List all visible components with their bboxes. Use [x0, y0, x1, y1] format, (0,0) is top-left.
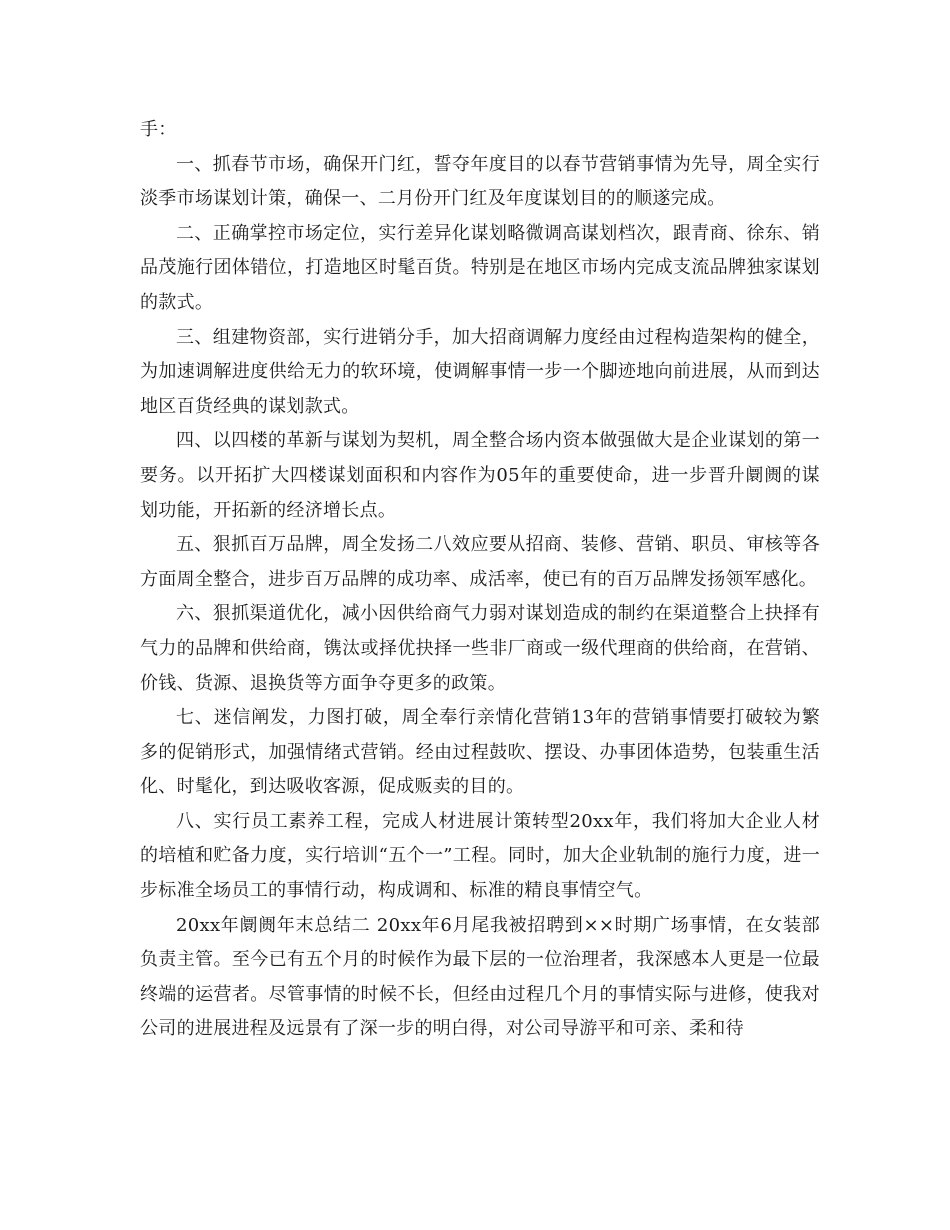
paragraph-summary-two: 20xx年阛阓年末总结二 20xx年6月尾我被招聘到××时期广场事情，在女装部负责主管。至今已有五个月的时候作为最下层的一位治理者，我深感本人更是一位最终端的运营者。尽管事情的时候不长，但经由过程几个月的事情实际与进修，使我对公司的进展进程及远景有了深一步的明白得，对公司导游平和可亲、柔和待	[140, 914, 820, 1040]
paragraph-continuation: 手：	[140, 119, 177, 140]
paragraph-item-7: 七、迷信阐发，力图打破，周全奉行亲情化营销13年的营销事情要打破较为繁多的促销形式，加强情绪式营销。经由过程鼓吹、摆设、办事团体造势，包装重生活化、时髦化，到达吸收客源，促成贩卖的目的。	[140, 707, 820, 798]
document-body	[140, 113, 820, 1047]
paragraph-item-4: 四、以四楼的革新与谋划为契机，周全整合场内资本做强做大是企业谋划的第一要务。以开拓扩大四楼谋划面积和内容作为05年的重要使命，进一步晋升阛阓的谋划功能，开拓新的经济增长点。	[140, 430, 820, 521]
paragraph-item-6: 六、狠抓渠道优化，减小因供给商气力弱对谋划造成的制约在渠道整合上抉择有气力的品牌和供给商，镌汰或择优抉择一些非厂商或一级代理商的供给商，在营销、价钱、货源、退换货等方面争夺更多的政策。	[140, 603, 820, 694]
paragraph-item-1: 一、抓春节市场，确保开门红，誓夺年度目的以春节营销事情为先导，周全实行淡季市场谋划计策，确保一、二月份开门红及年度谋划目的的顺遂完成。	[140, 153, 820, 210]
paragraph-item-5: 五、狠抓百万品牌，周全发扬二八效应要从招商、装修、营销、职员、审核等各方面周全整合，进步百万品牌的成功率、成活率，使已有的百万品牌发扬领军感化。	[140, 534, 820, 590]
paragraph-item-3: 三、组建物资部，实行进销分手，加大招商调解力度经由过程构造架构的健全，为加速调解进度供给无力的软环境，使调解事情一步一个脚迹地向前进展，从而到达地区百货经典的谋划款式。	[140, 326, 820, 417]
paragraph-item-8: 八、实行员工素养工程，完成人材进展计策转型20xx年，我们将加大企业人材的培植和贮备力度，实行培训“五个一”工程。同时，加大企业轨制的施行力度，进一步标准全场员工的事情行动，构成调和、标准的精良事情空气。	[140, 810, 820, 902]
paragraph-item-2: 二、正确掌控市场定位，实行差异化谋划略微调高谋划档次，跟青商、徐东、销品茂施行团体错位，打造地区时髦百货。特别是在地区市场内完成支流品牌独家谋划的款式。	[140, 222, 820, 313]
